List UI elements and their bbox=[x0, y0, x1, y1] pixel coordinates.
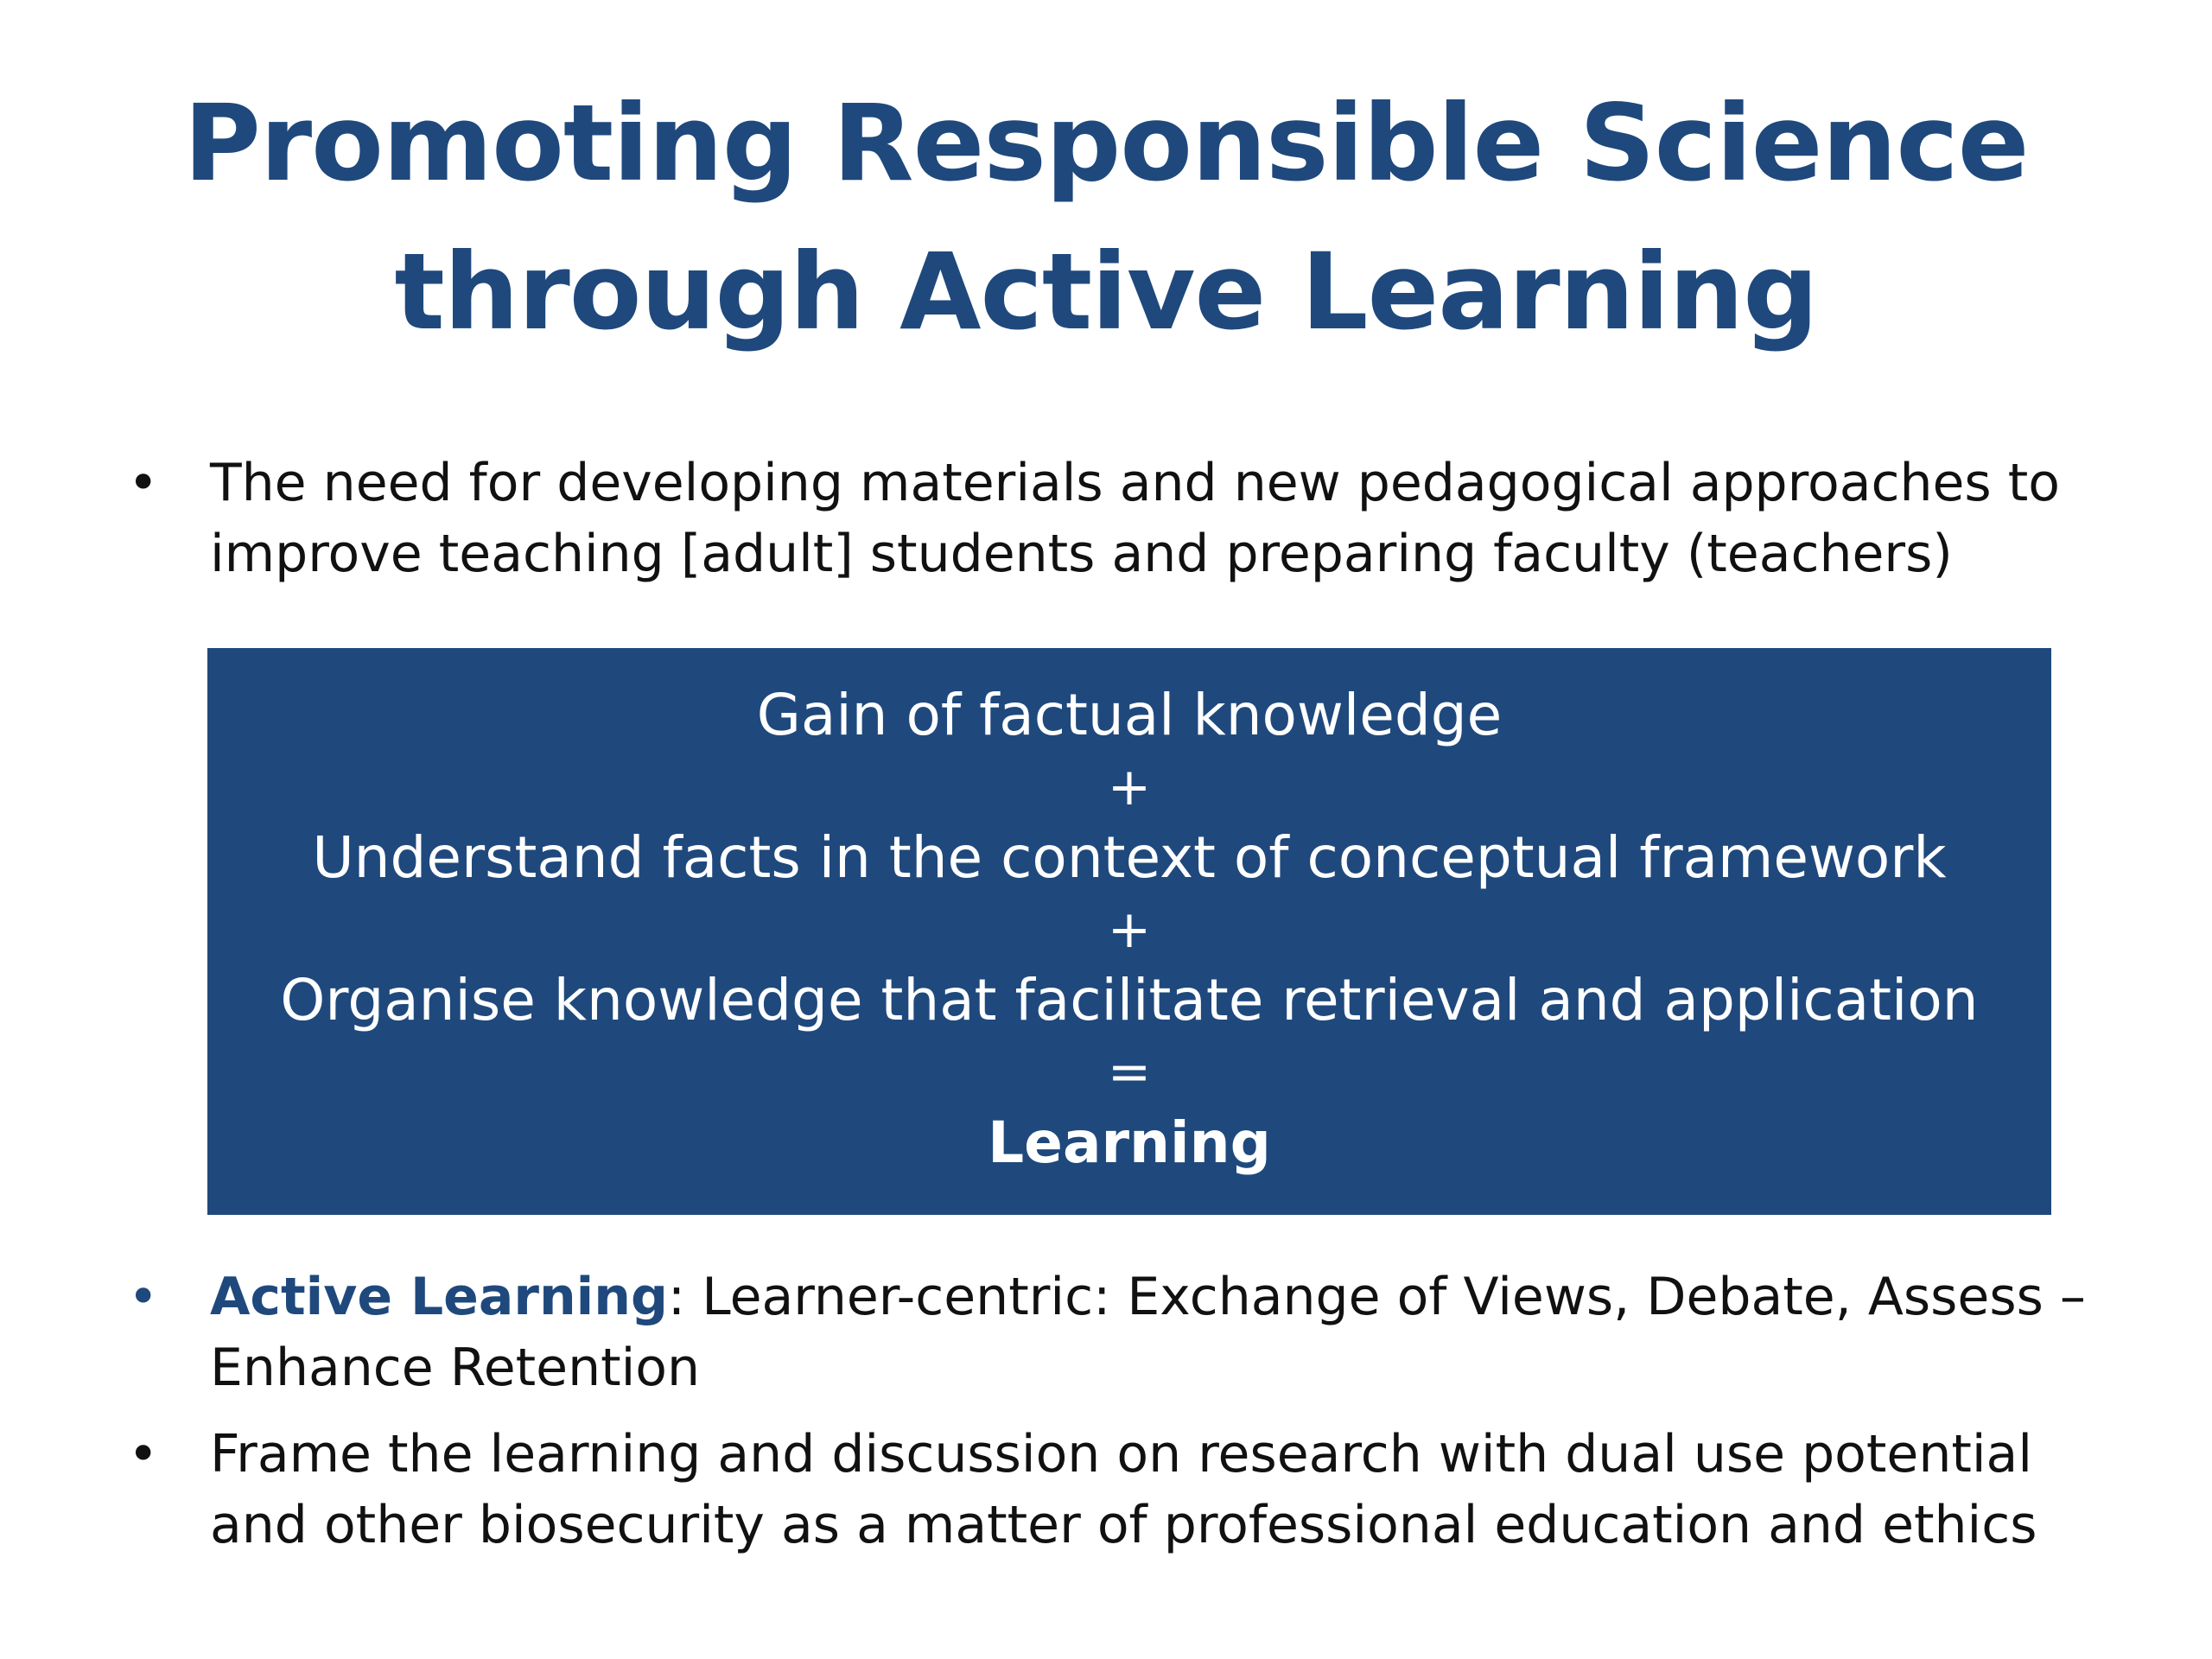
equation-term-factual-knowledge: Gain of factual knowledge bbox=[756, 682, 1503, 748]
bottom-bullet-list bbox=[121, 1262, 2108, 1576]
bullet-dot-icon: • bbox=[128, 453, 159, 513]
bullet-active-learning bbox=[121, 1262, 2108, 1403]
bullet-dot-icon: • bbox=[128, 1424, 159, 1484]
active-learning-text: : Learner-centric: Exchange of Views, Debate, Assess – Enhance Retention bbox=[210, 1267, 2086, 1398]
bullet-need-for-materials bbox=[121, 448, 2108, 589]
active-learning-highlight: Active Learning bbox=[210, 1267, 668, 1327]
equation-term-understand-facts: Understand facts in the context of conceptual framework bbox=[312, 824, 1947, 891]
equation-plus-2: + bbox=[1107, 899, 1152, 960]
top-bullet-list bbox=[121, 448, 2108, 605]
equation-term-organise-knowledge: Organise knowledge that facilitate retrieval and application bbox=[280, 967, 1979, 1033]
bullet-text: Frame the learning and discussion on research with dual use potential and other biosecurity as a matter of professional education and ethics bbox=[210, 1424, 2037, 1555]
equation-result-learning: Learning bbox=[988, 1109, 1271, 1176]
slide-title bbox=[0, 69, 2212, 366]
learning-equation-box bbox=[207, 648, 2051, 1215]
equation-plus-1: + bbox=[1107, 756, 1152, 817]
title-line-2: through Active Learning bbox=[394, 231, 1818, 353]
bullet-text: The need for developing materials and new pedagogical approaches to improve teaching [adult] students and preparing faculty (teachers) bbox=[210, 453, 2060, 584]
bullet-dot-icon: • bbox=[128, 1267, 159, 1327]
bullet-frame-learning bbox=[121, 1419, 2108, 1560]
equation-equals: = bbox=[1107, 1041, 1152, 1103]
title-line-1: Promoting Responsible Science bbox=[183, 82, 2029, 205]
